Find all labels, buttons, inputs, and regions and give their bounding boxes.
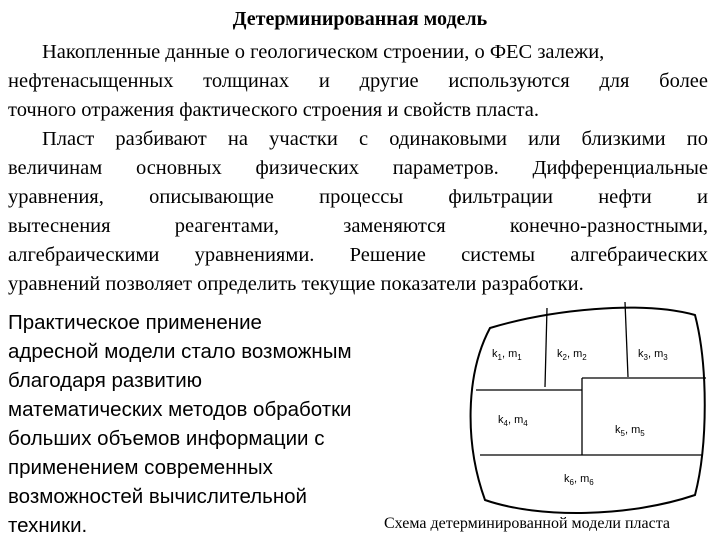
text-line: возможностей вычислительной xyxy=(8,485,308,508)
paragraph-method xyxy=(8,125,708,299)
text-line: адресной модели стало возможным xyxy=(8,340,352,363)
paragraph-line: величинам основных физических параметров. Дифференциальные xyxy=(8,157,708,179)
text-line: математических методов обработки xyxy=(8,398,352,421)
paragraph-line: Пласт разбивают на участки с одинаковыми или близкими по xyxy=(42,128,708,150)
text-line: применением современных xyxy=(8,456,273,479)
paragraph-line: Накопленные данные о геологическом строении, о ФЕС залежи, xyxy=(42,41,605,63)
cell-label-4: $k_4$, $m_4$ xyxy=(498,414,528,428)
cell-label-1: $k_1$, $m_1$ xyxy=(492,348,522,362)
paragraph-line: уравнения, описывающие процессы фильтрации нефти и xyxy=(8,186,708,208)
paragraph-line: уравнений позволяет определить текущие показатели разработки. xyxy=(8,273,584,295)
reservoir-scheme-diagram xyxy=(440,295,710,517)
paragraph-geology xyxy=(8,38,708,125)
cell-boundary xyxy=(545,308,547,387)
text-line: техники. xyxy=(8,514,88,537)
paragraph-line: нефтенасыщенных толщинах и другие используются для более xyxy=(8,70,708,92)
paragraph-line: вытеснения реагентами, заменяются конечно-разностными, xyxy=(8,215,708,237)
cell-label-2: $k_2$, $m_2$ xyxy=(557,348,587,362)
paragraph-line: алгебраическими уравнениями. Решение системы алгебраических xyxy=(8,244,708,266)
text-line: благодаря развитию xyxy=(8,369,203,392)
cell-label-6: $k_6$, $m_6$ xyxy=(564,473,594,487)
cell-label-3: $k_3$, $m_3$ xyxy=(638,348,668,362)
cell-boundary xyxy=(625,302,628,377)
slide-title: Детерминированная модель xyxy=(232,8,488,30)
text-line: Практическое применение xyxy=(8,311,262,334)
diagram-caption: Схема детерминированной модели пласта xyxy=(384,515,671,532)
paragraph-line: точного отражения фактического строения и свойств пласта. xyxy=(8,99,539,121)
application-text xyxy=(8,308,398,540)
text-line: больших объемов информации с xyxy=(8,427,325,450)
cell-label-5: $k_5$, $m_5$ xyxy=(615,424,645,438)
